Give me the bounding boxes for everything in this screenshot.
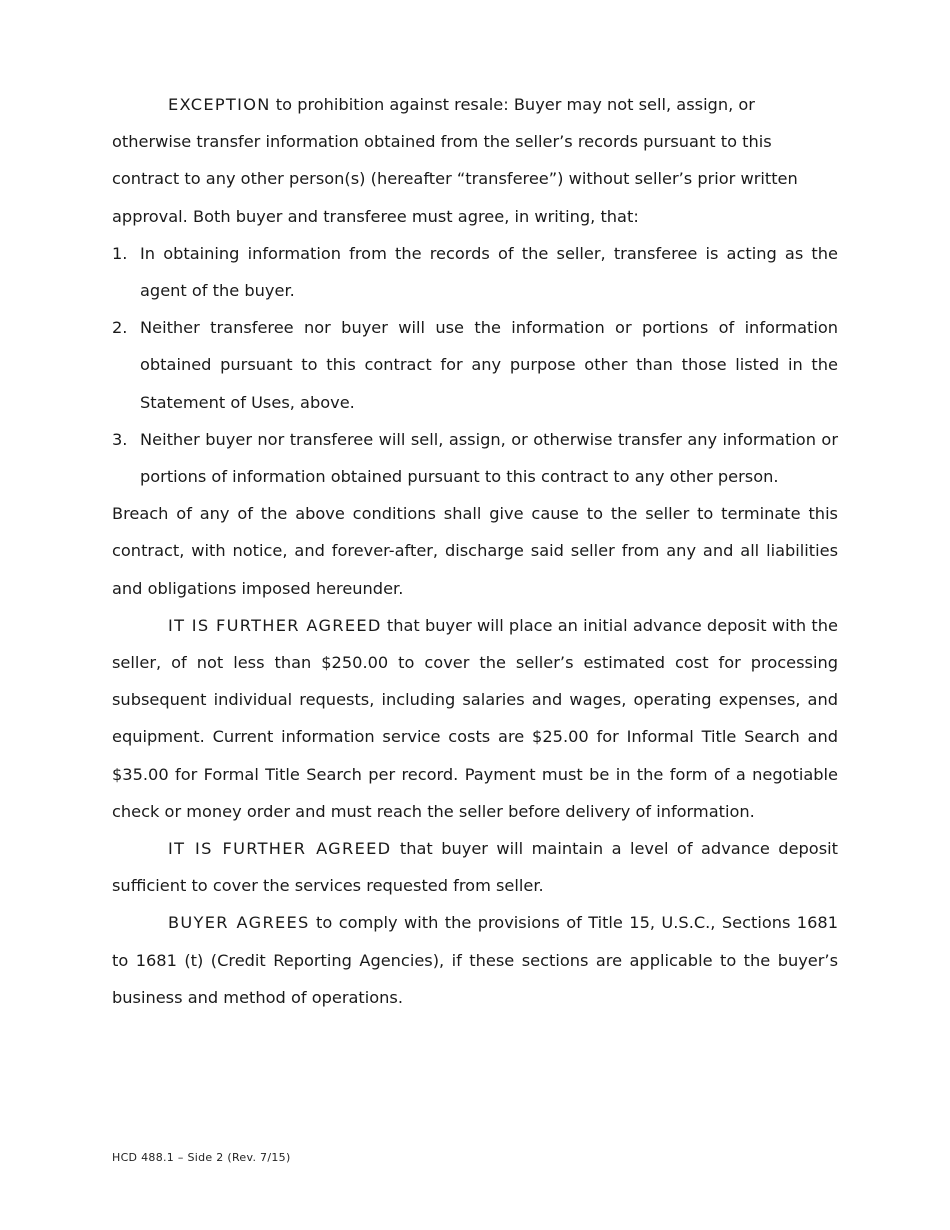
condition-item <box>112 421 838 495</box>
breach-paragraph: Breach of any of the above conditions shall give cause to the seller to terminate this contract, with notice, and forever-after, discharge said seller from any and all liabilities and obligations imposed hereunder. <box>112 504 838 598</box>
form-footer: HCD 488.1 – Side 2 (Rev. 7/15) <box>112 1151 291 1164</box>
condition-number: 3. <box>112 429 128 449</box>
condition-number: 1. <box>112 243 128 263</box>
condition-item <box>112 235 838 309</box>
condition-item <box>112 309 838 421</box>
maintain-text: that buyer will maintain a level of advance deposit sufficient to cover the services requested from seller. <box>112 839 838 896</box>
deposit-lead: IT IS FURTHER AGREED <box>168 615 382 635</box>
maintain-paragraph <box>112 830 838 904</box>
exception-paragraph <box>112 86 838 235</box>
deposit-text: that buyer will place an initial advance deposit with the seller, of not less than $250.00 to cover the seller’s estimated cost for processing subsequent individual requests, including salaries and wages, operating expenses, and equipment. Current information service costs are $25.00 for Informal Title Search and $35.00 for Formal Title Search per record. Payment must be in the form of a negotiable check or money order and must reach the seller before delivery of information. <box>112 615 838 821</box>
exception-text: to prohibition against resale: Buyer may not sell, assign, or otherwise transfer information obtained from the seller’s records pursuant to this contract to any other person(s) (hereafter “transferee”) without seller’s prior written approval. Both buyer and transferee must agree, in writing, that: <box>112 95 798 226</box>
condition-text: Neither buyer nor transferee will sell, assign, or otherwise transfer any information or portions of information obtained pursuant to this contract to any other person. <box>140 429 838 487</box>
condition-text: Neither transferee nor buyer will use the information or portions of information obtained pursuant to this contract for any purpose other than those listed in the Statement of Uses, above. <box>140 318 838 412</box>
maintain-lead: IT IS FURTHER AGREED <box>168 839 392 859</box>
condition-number: 2. <box>112 318 128 338</box>
document-body <box>112 86 838 1016</box>
comply-paragraph <box>112 904 838 1016</box>
conditions-list <box>112 235 838 495</box>
deposit-paragraph <box>112 607 838 830</box>
comply-text: to comply with the provisions of Title 15, U.S.C., Sections 1681 to 1681 (t) (Credit Reporting Agencies), if these sections are applicable to the buyer’s business and method of operations. <box>112 913 839 1007</box>
condition-text: In obtaining information from the records of the seller, transferee is acting as the agent of the buyer. <box>140 243 838 301</box>
comply-lead: BUYER AGREES <box>168 913 310 933</box>
exception-lead: EXCEPTION <box>168 95 271 114</box>
